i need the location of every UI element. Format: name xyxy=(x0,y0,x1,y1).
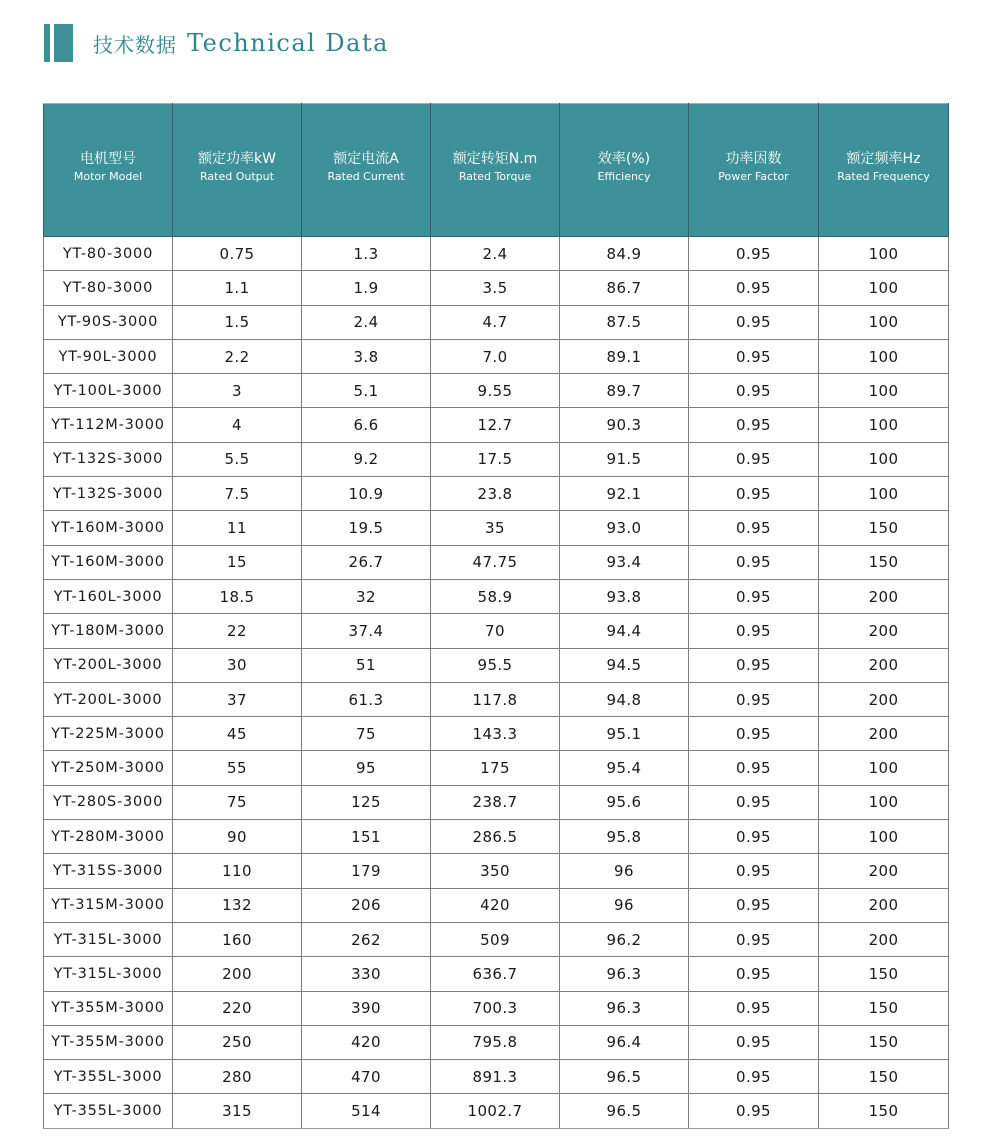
cell-efficiency: 96 xyxy=(560,888,689,922)
title-chinese: 技术数据 xyxy=(93,32,177,57)
cell-efficiency: 89.1 xyxy=(560,339,689,373)
cell-motor-model: YT-200L-3000 xyxy=(44,648,173,682)
table-row xyxy=(44,237,949,271)
cell-rated-output: 5.5 xyxy=(173,442,302,476)
cell-power-factor: 0.95 xyxy=(689,579,819,613)
cell-rated-torque: 3.5 xyxy=(431,271,560,305)
cell-rated-torque: 420 xyxy=(431,888,560,922)
cell-rated-output: 4 xyxy=(173,408,302,442)
column-header-power-factor: 功率因数 Power Factor xyxy=(689,104,819,237)
cell-efficiency: 94.5 xyxy=(560,648,689,682)
cell-power-factor: 0.95 xyxy=(689,922,819,956)
cell-efficiency: 93.8 xyxy=(560,579,689,613)
cell-power-factor: 0.95 xyxy=(689,1060,819,1094)
cell-efficiency: 93.4 xyxy=(560,545,689,579)
cell-efficiency: 95.8 xyxy=(560,820,689,854)
cell-rated-output: 45 xyxy=(173,717,302,751)
cell-rated-current: 3.8 xyxy=(302,339,431,373)
cell-efficiency: 95.1 xyxy=(560,717,689,751)
title-mark-thin xyxy=(44,24,50,62)
cell-rated-frequency: 100 xyxy=(819,374,949,408)
cell-rated-torque: 700.3 xyxy=(431,991,560,1025)
cell-rated-frequency: 100 xyxy=(819,271,949,305)
cell-rated-current: 32 xyxy=(302,579,431,613)
cell-power-factor: 0.95 xyxy=(689,339,819,373)
cell-rated-current: 95 xyxy=(302,751,431,785)
cell-efficiency: 89.7 xyxy=(560,374,689,408)
cell-motor-model: YT-280S-3000 xyxy=(44,785,173,819)
cell-rated-current: 390 xyxy=(302,991,431,1025)
cell-motor-model: YT-315L-3000 xyxy=(44,922,173,956)
cell-power-factor: 0.95 xyxy=(689,477,819,511)
column-header-rated-torque: 额定转矩N.m Rated Torque xyxy=(431,104,560,237)
cell-rated-current: 75 xyxy=(302,717,431,751)
cell-rated-current: 514 xyxy=(302,1094,431,1128)
cell-power-factor: 0.95 xyxy=(689,614,819,648)
cell-rated-output: 280 xyxy=(173,1060,302,1094)
cell-rated-torque: 95.5 xyxy=(431,648,560,682)
cell-rated-torque: 58.9 xyxy=(431,579,560,613)
cell-rated-torque: 17.5 xyxy=(431,442,560,476)
cell-rated-frequency: 200 xyxy=(819,922,949,956)
cell-efficiency: 96.5 xyxy=(560,1060,689,1094)
cell-rated-torque: 143.3 xyxy=(431,717,560,751)
cell-rated-output: 1.1 xyxy=(173,271,302,305)
cell-motor-model: YT-355L-3000 xyxy=(44,1060,173,1094)
cell-efficiency: 87.5 xyxy=(560,305,689,339)
technical-data-table xyxy=(43,103,949,1129)
cell-power-factor: 0.95 xyxy=(689,271,819,305)
column-header-rated-current: 额定电流A Rated Current xyxy=(302,104,431,237)
table-row xyxy=(44,1025,949,1059)
cell-rated-output: 160 xyxy=(173,922,302,956)
table-row xyxy=(44,922,949,956)
cell-rated-frequency: 150 xyxy=(819,1025,949,1059)
cell-rated-frequency: 200 xyxy=(819,614,949,648)
title-english: Technical Data xyxy=(187,29,389,57)
cell-motor-model: YT-315S-3000 xyxy=(44,854,173,888)
cell-motor-model: YT-280M-3000 xyxy=(44,820,173,854)
cell-power-factor: 0.95 xyxy=(689,1025,819,1059)
cell-efficiency: 96.4 xyxy=(560,1025,689,1059)
cell-rated-current: 470 xyxy=(302,1060,431,1094)
cell-efficiency: 96.3 xyxy=(560,991,689,1025)
cell-rated-frequency: 100 xyxy=(819,237,949,271)
cell-power-factor: 0.95 xyxy=(689,854,819,888)
table-row xyxy=(44,339,949,373)
cell-rated-frequency: 100 xyxy=(819,305,949,339)
cell-motor-model: YT-160M-3000 xyxy=(44,511,173,545)
table-row xyxy=(44,820,949,854)
cell-rated-frequency: 200 xyxy=(819,717,949,751)
cell-rated-current: 9.2 xyxy=(302,442,431,476)
cell-efficiency: 96.5 xyxy=(560,1094,689,1128)
cell-power-factor: 0.95 xyxy=(689,785,819,819)
cell-power-factor: 0.95 xyxy=(689,442,819,476)
section-title xyxy=(44,24,389,62)
cell-rated-current: 37.4 xyxy=(302,614,431,648)
cell-rated-output: 37 xyxy=(173,682,302,716)
table-row xyxy=(44,305,949,339)
cell-rated-frequency: 200 xyxy=(819,579,949,613)
cell-rated-frequency: 200 xyxy=(819,888,949,922)
cell-rated-output: 30 xyxy=(173,648,302,682)
cell-rated-output: 200 xyxy=(173,957,302,991)
table-row xyxy=(44,614,949,648)
cell-motor-model: YT-250M-3000 xyxy=(44,751,173,785)
cell-efficiency: 92.1 xyxy=(560,477,689,511)
cell-power-factor: 0.95 xyxy=(689,305,819,339)
cell-rated-torque: 9.55 xyxy=(431,374,560,408)
cell-efficiency: 95.6 xyxy=(560,785,689,819)
cell-power-factor: 0.95 xyxy=(689,991,819,1025)
cell-motor-model: YT-355M-3000 xyxy=(44,1025,173,1059)
column-header-efficiency: 效率(%) Efficiency xyxy=(560,104,689,237)
cell-rated-torque: 23.8 xyxy=(431,477,560,511)
cell-rated-current: 179 xyxy=(302,854,431,888)
cell-rated-torque: 350 xyxy=(431,854,560,888)
cell-rated-output: 132 xyxy=(173,888,302,922)
cell-motor-model: YT-80-3000 xyxy=(44,237,173,271)
cell-motor-model: YT-160M-3000 xyxy=(44,545,173,579)
cell-rated-frequency: 200 xyxy=(819,682,949,716)
cell-rated-frequency: 150 xyxy=(819,511,949,545)
cell-rated-torque: 175 xyxy=(431,751,560,785)
cell-efficiency: 84.9 xyxy=(560,237,689,271)
cell-rated-torque: 238.7 xyxy=(431,785,560,819)
cell-rated-torque: 4.7 xyxy=(431,305,560,339)
cell-power-factor: 0.95 xyxy=(689,545,819,579)
cell-rated-output: 18.5 xyxy=(173,579,302,613)
cell-rated-frequency: 150 xyxy=(819,991,949,1025)
cell-efficiency: 93.0 xyxy=(560,511,689,545)
cell-rated-current: 151 xyxy=(302,820,431,854)
column-header-motor-model: 电机型号 Motor Model xyxy=(44,104,173,237)
cell-power-factor: 0.95 xyxy=(689,237,819,271)
cell-rated-frequency: 200 xyxy=(819,648,949,682)
cell-rated-torque: 636.7 xyxy=(431,957,560,991)
cell-motor-model: YT-315L-3000 xyxy=(44,957,173,991)
cell-rated-frequency: 100 xyxy=(819,339,949,373)
cell-motor-model: YT-180M-3000 xyxy=(44,614,173,648)
cell-power-factor: 0.95 xyxy=(689,511,819,545)
cell-power-factor: 0.95 xyxy=(689,682,819,716)
cell-rated-current: 10.9 xyxy=(302,477,431,511)
table-row xyxy=(44,888,949,922)
cell-rated-frequency: 150 xyxy=(819,1094,949,1128)
cell-power-factor: 0.95 xyxy=(689,957,819,991)
cell-motor-model: YT-100L-3000 xyxy=(44,374,173,408)
table-row xyxy=(44,648,949,682)
cell-rated-torque: 12.7 xyxy=(431,408,560,442)
cell-rated-torque: 35 xyxy=(431,511,560,545)
cell-rated-output: 7.5 xyxy=(173,477,302,511)
cell-rated-current: 2.4 xyxy=(302,305,431,339)
table-row xyxy=(44,957,949,991)
cell-power-factor: 0.95 xyxy=(689,751,819,785)
cell-motor-model: YT-225M-3000 xyxy=(44,717,173,751)
cell-rated-frequency: 100 xyxy=(819,751,949,785)
table-body xyxy=(44,237,949,1129)
cell-rated-current: 5.1 xyxy=(302,374,431,408)
cell-rated-output: 3 xyxy=(173,374,302,408)
cell-rated-current: 125 xyxy=(302,785,431,819)
cell-motor-model: YT-80-3000 xyxy=(44,271,173,305)
cell-rated-current: 1.3 xyxy=(302,237,431,271)
cell-rated-torque: 891.3 xyxy=(431,1060,560,1094)
cell-rated-output: 220 xyxy=(173,991,302,1025)
cell-power-factor: 0.95 xyxy=(689,717,819,751)
cell-efficiency: 91.5 xyxy=(560,442,689,476)
cell-rated-output: 0.75 xyxy=(173,237,302,271)
table-row xyxy=(44,1094,949,1128)
cell-power-factor: 0.95 xyxy=(689,1094,819,1128)
cell-rated-current: 262 xyxy=(302,922,431,956)
cell-rated-current: 330 xyxy=(302,957,431,991)
cell-power-factor: 0.95 xyxy=(689,888,819,922)
cell-rated-output: 90 xyxy=(173,820,302,854)
table-header-row xyxy=(44,104,949,237)
cell-motor-model: YT-132S-3000 xyxy=(44,477,173,511)
cell-rated-output: 1.5 xyxy=(173,305,302,339)
cell-efficiency: 96.3 xyxy=(560,957,689,991)
cell-rated-output: 22 xyxy=(173,614,302,648)
title-bar-icon xyxy=(44,24,73,62)
cell-rated-current: 6.6 xyxy=(302,408,431,442)
cell-motor-model: YT-200L-3000 xyxy=(44,682,173,716)
cell-rated-torque: 286.5 xyxy=(431,820,560,854)
title-mark-thick xyxy=(54,24,73,62)
cell-motor-model: YT-315M-3000 xyxy=(44,888,173,922)
cell-rated-torque: 1002.7 xyxy=(431,1094,560,1128)
cell-rated-frequency: 150 xyxy=(819,545,949,579)
table-row xyxy=(44,717,949,751)
cell-power-factor: 0.95 xyxy=(689,374,819,408)
cell-motor-model: YT-112M-3000 xyxy=(44,408,173,442)
cell-efficiency: 86.7 xyxy=(560,271,689,305)
cell-rated-current: 61.3 xyxy=(302,682,431,716)
table-row xyxy=(44,545,949,579)
cell-rated-output: 110 xyxy=(173,854,302,888)
table-row xyxy=(44,991,949,1025)
cell-rated-output: 75 xyxy=(173,785,302,819)
cell-rated-current: 206 xyxy=(302,888,431,922)
cell-rated-torque: 509 xyxy=(431,922,560,956)
cell-power-factor: 0.95 xyxy=(689,408,819,442)
table-row xyxy=(44,511,949,545)
cell-rated-torque: 2.4 xyxy=(431,237,560,271)
cell-rated-output: 11 xyxy=(173,511,302,545)
table-row xyxy=(44,682,949,716)
cell-rated-current: 420 xyxy=(302,1025,431,1059)
cell-rated-output: 55 xyxy=(173,751,302,785)
cell-rated-current: 26.7 xyxy=(302,545,431,579)
cell-efficiency: 90.3 xyxy=(560,408,689,442)
cell-motor-model: YT-160L-3000 xyxy=(44,579,173,613)
cell-efficiency: 94.4 xyxy=(560,614,689,648)
cell-rated-torque: 117.8 xyxy=(431,682,560,716)
table-row xyxy=(44,477,949,511)
table-row xyxy=(44,408,949,442)
table-row xyxy=(44,1060,949,1094)
cell-motor-model: YT-355L-3000 xyxy=(44,1094,173,1128)
cell-rated-torque: 70 xyxy=(431,614,560,648)
cell-rated-frequency: 200 xyxy=(819,854,949,888)
cell-efficiency: 96.2 xyxy=(560,922,689,956)
cell-rated-frequency: 100 xyxy=(819,785,949,819)
table-row xyxy=(44,442,949,476)
cell-rated-torque: 7.0 xyxy=(431,339,560,373)
cell-efficiency: 96 xyxy=(560,854,689,888)
cell-rated-output: 250 xyxy=(173,1025,302,1059)
cell-motor-model: YT-90L-3000 xyxy=(44,339,173,373)
cell-power-factor: 0.95 xyxy=(689,820,819,854)
cell-rated-frequency: 100 xyxy=(819,477,949,511)
cell-efficiency: 95.4 xyxy=(560,751,689,785)
cell-rated-torque: 795.8 xyxy=(431,1025,560,1059)
column-header-rated-output: 额定功率kW Rated Output xyxy=(173,104,302,237)
column-header-rated-frequency: 额定频率Hz Rated Frequency xyxy=(819,104,949,237)
cell-motor-model: YT-90S-3000 xyxy=(44,305,173,339)
cell-rated-current: 19.5 xyxy=(302,511,431,545)
cell-motor-model: YT-355M-3000 xyxy=(44,991,173,1025)
cell-rated-frequency: 100 xyxy=(819,408,949,442)
cell-motor-model: YT-132S-3000 xyxy=(44,442,173,476)
table-row xyxy=(44,854,949,888)
cell-power-factor: 0.95 xyxy=(689,648,819,682)
cell-rated-current: 1.9 xyxy=(302,271,431,305)
cell-rated-frequency: 100 xyxy=(819,442,949,476)
table-row xyxy=(44,751,949,785)
cell-efficiency: 94.8 xyxy=(560,682,689,716)
table-row xyxy=(44,579,949,613)
table-row xyxy=(44,271,949,305)
cell-rated-frequency: 100 xyxy=(819,820,949,854)
cell-rated-output: 2.2 xyxy=(173,339,302,373)
cell-rated-output: 15 xyxy=(173,545,302,579)
cell-rated-current: 51 xyxy=(302,648,431,682)
cell-rated-output: 315 xyxy=(173,1094,302,1128)
cell-rated-frequency: 150 xyxy=(819,957,949,991)
cell-rated-frequency: 150 xyxy=(819,1060,949,1094)
table-row xyxy=(44,785,949,819)
cell-rated-torque: 47.75 xyxy=(431,545,560,579)
table-row xyxy=(44,374,949,408)
